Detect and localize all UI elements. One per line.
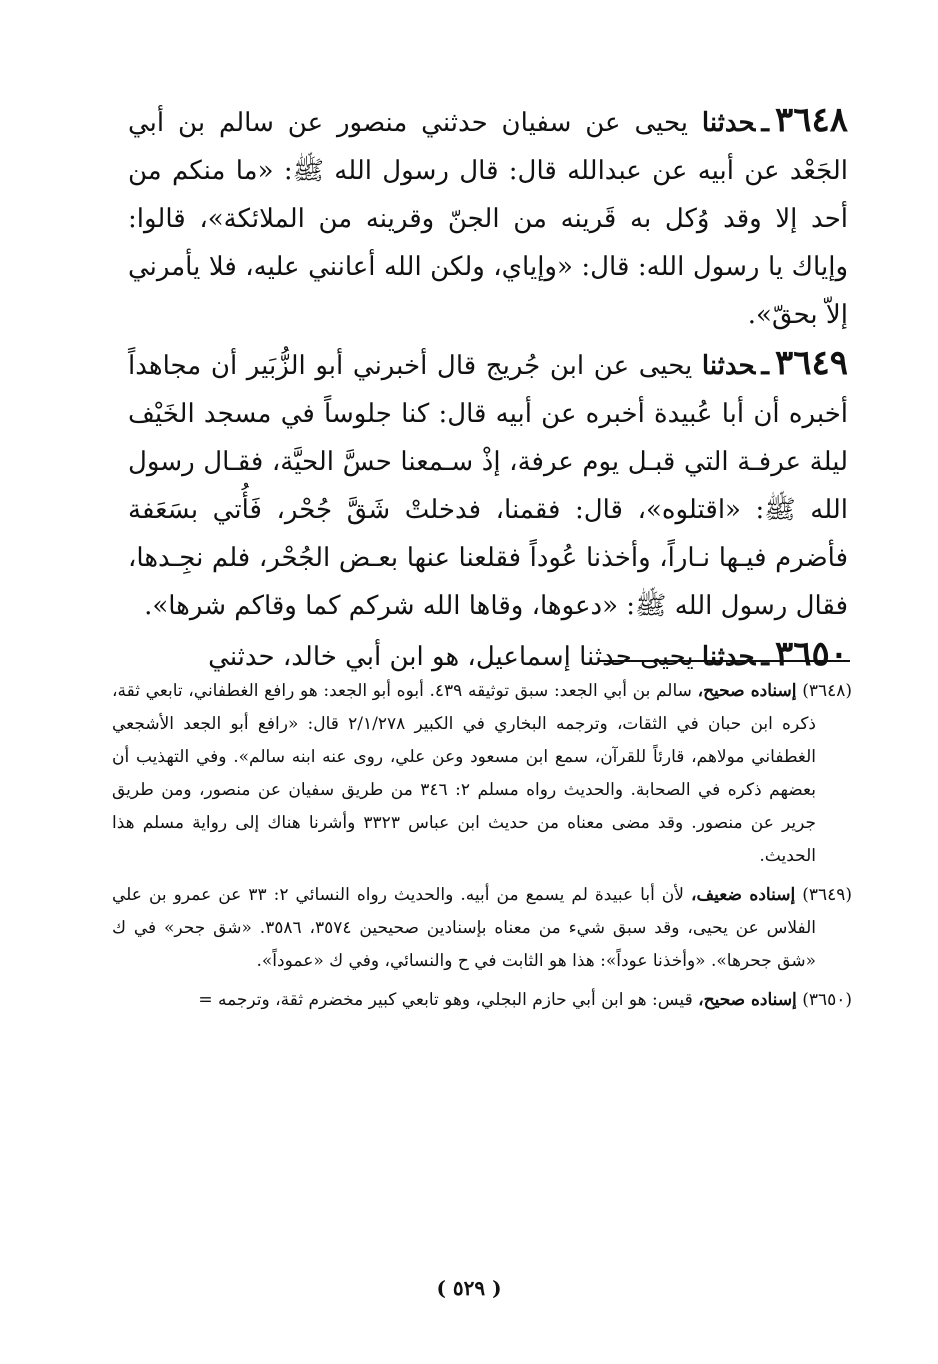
- hadith-text: يحيى عن ابن جُريج قال أخبرني أبو الزُّبَير أن مجاهداً أخبره أن أبا عُبيدة أخبره عن أبيه قال: كنا جلوساً في مسجد الخَيْف ليلة عرفـة التي قبـل يوم عرفة، إذْ سـمعنا حسَّ الحيَّة، فقـال رسول الله ﷺ: «اقتلوه»، قال: فقمنا، فدخلتْ شَقَّ جُحْر، فَأُتي بسَعَفة فأضرم فيـها نـاراً، وأخذنا عُوداً فقلعنا عنها بعـض الجُحْر، فلم نجِـدها، فقال رسول الله ﷺ: «دعوها، وقاها الله شركم كما وقاكم شرها».: [128, 351, 848, 621]
- footnote-grade: إسناده صحيح،: [697, 681, 797, 701]
- hadith-lead: حدثنا: [701, 642, 756, 672]
- hadith-3649: [128, 339, 848, 630]
- footnote-grade: إسناده ضعيف،: [691, 885, 796, 905]
- footnote-text: لأن أبا عبيدة لم يسمع من أبيه. والحديث رواه النسائي ٢: ٣٣ عن عمرو بن علي الفلاس عن يحيى، وقد سبق شيء من معناه بإسنادين صحيحين ٣٥٧٤، ٣٥٨٦. «شق جحر» في ك «شق جحرها». «وأخذنا عوداً»: هذا هو الثابت في ح والنسائي، وفي ك «عموداً».: [112, 885, 816, 971]
- hadith-lead: حدثنا: [701, 108, 756, 138]
- main-text-block: [128, 96, 848, 681]
- footnote-number: (٣٦٤٩): [802, 885, 853, 905]
- footnote-text: سالم بن أبي الجعد: سبق توثيقه ٤٣٩. أبوه أبو الجعد: هو رافع الغطفاني، تابعي ثقة، ذكره ابن حبان في الثقات، وترجمه البخاري في الكبير ٢/١/٢٧٨ قال: «رافع أبو الجعد الأشجعي الغطفاني مولاهم، قارئاً للقرآن، سمع ابن مسعود وعن علي، روى عنه ابنه سالم». وفي التهذيب أن بعضهم ذكره في الصحابة. والحديث رواه مسلم ٢: ٣٤٦ من طريق سفيان عن منصور، ومن طريق جرير عن منصور. وقد مضى معناه من حديث ابن عباس ٣٣٢٣ وأشرنا هناك إلى رواية مسلم هذا الحديث.: [112, 681, 816, 866]
- hadith-3650: [128, 630, 848, 681]
- hadith-text: يحيى عن سفيان حدثني منصور عن سالم بن أبي الجَعْد عن أبيه عن عبدالله قال: قال رسول الله ﷺ: «ما منكم من أحد إلا وقد وُكل به قَرينه من الجنّ وقرينه من الملائكة»، قالوا: وإياك يا رسول الله: قال: «وإياي، ولكن الله أعانني عليه، فلا يأمرني إلاّ بحقّ».: [128, 108, 848, 330]
- page-number: ( ٥٢٩ ): [436, 1276, 502, 1300]
- footnote-grade: إسناده صحيح،: [698, 990, 797, 1010]
- footnote-number: (٣٦٥٠): [802, 990, 852, 1010]
- hadith-number: ٣٦٤٨: [774, 100, 849, 140]
- hadith-3648: [128, 96, 848, 339]
- footnotes-block: [112, 675, 852, 1023]
- footnote-divider: [598, 660, 850, 662]
- hadith-lead: حدثنا: [701, 351, 756, 381]
- footnote-3648: [112, 675, 852, 873]
- hadith-text: يحيى حدثنا إسماعيل، هو ابن أبي خالد، حدثني: [208, 642, 694, 672]
- footnote-3649: [112, 879, 852, 978]
- hadith-dash: ـ: [761, 108, 769, 138]
- footnote-number: (٣٦٤٨): [802, 681, 852, 701]
- hadith-dash: ـ: [761, 642, 769, 672]
- hadith-number: ٣٦٤٩: [774, 343, 849, 383]
- hadith-number: ٣٦٥٠: [774, 634, 848, 674]
- hadith-dash: ـ: [761, 351, 769, 381]
- footnote-3650: [112, 984, 852, 1017]
- footnote-text: قيس: هو ابن أبي حازم البجلي، وهو تابعي كبير مخضرم ثقة، وترجمه =: [198, 990, 693, 1010]
